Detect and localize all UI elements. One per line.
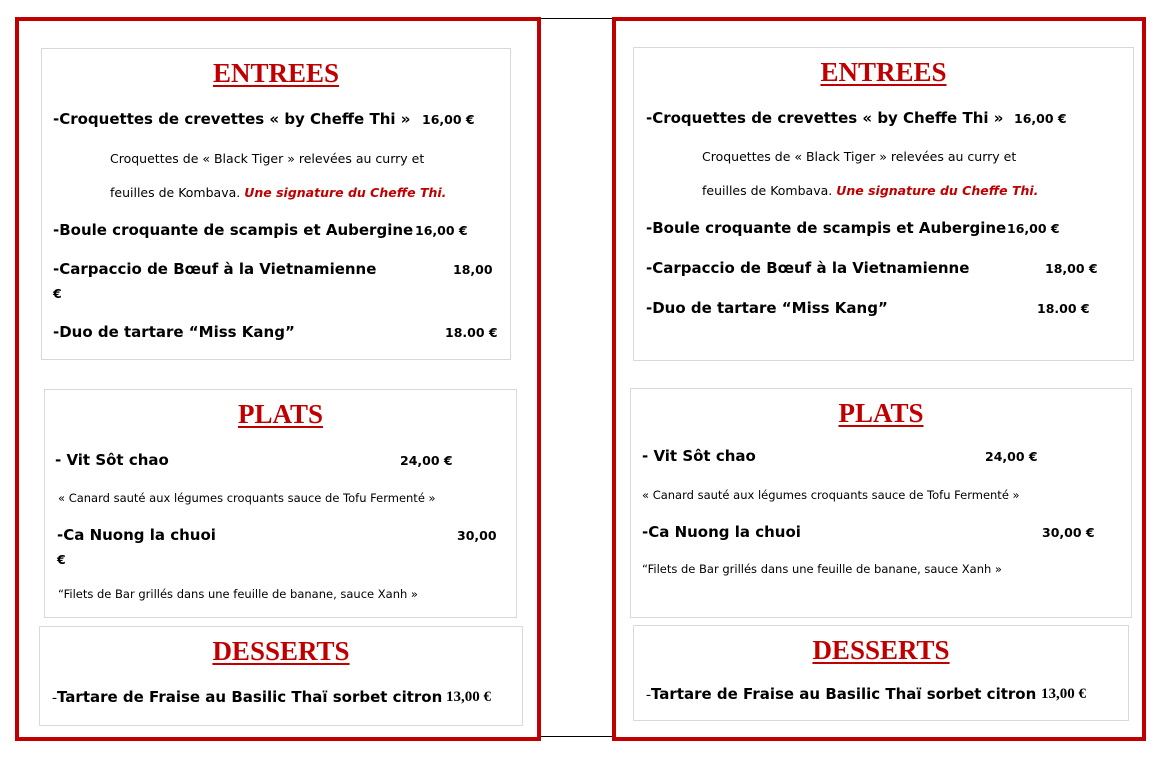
- menu-item-name: -Carpaccio de Bœuf à la Vietnamienne: [646, 259, 970, 277]
- menu-item-name: -Duo de tartare “Miss Kang”: [646, 299, 888, 317]
- menu-item-price: 30,00 €: [1042, 525, 1095, 540]
- desserts-heading: DESSERTS: [212, 636, 350, 666]
- menu-item-name: [52, 688, 442, 707]
- menu-item-price: 24,00 €: [985, 449, 1038, 464]
- menu-item-name: -Croquettes de crevettes « by Cheffe Thi »: [646, 109, 1004, 127]
- plats-section: [44, 389, 517, 618]
- menu-item-name: -Duo de tartare “Miss Kang”: [53, 323, 295, 341]
- item-dash: -: [646, 687, 651, 703]
- item-text: Tartare de Fraise au Basilic Thaï sorbet citron: [57, 688, 443, 706]
- menu-item-description: « Canard sauté aux légumes croquants sauce de Tofu Fermenté »: [58, 491, 436, 505]
- menu-item-description: Croquettes de « Black Tiger » relevées au curry et: [110, 151, 425, 166]
- entrees-heading: ENTREES: [820, 57, 947, 87]
- menu-item-price: 18.00 €: [1037, 301, 1090, 316]
- menu-item-price: 16,00 €: [1007, 221, 1060, 236]
- description-text: feuilles de Kombava.: [110, 185, 241, 200]
- menu-item-price: 30,00: [457, 528, 497, 543]
- desserts-heading: DESSERTS: [812, 635, 950, 665]
- plats-heading: PLATS: [237, 399, 324, 429]
- menu-item-description: “Filets de Bar grillés dans une feuille de banane, sauce Xanh »: [58, 587, 418, 601]
- menu-item-price-continuation: €: [57, 552, 66, 567]
- entrees-section: [633, 47, 1134, 361]
- menu-item-price: 16,00 €: [1014, 111, 1067, 126]
- menu-item-description: Croquettes de « Black Tiger » relevées au curry et: [702, 149, 1017, 164]
- menu-item-description: [702, 183, 1038, 198]
- menu-item-price-continuation: €: [53, 286, 62, 301]
- menu-item-name: - Vit Sôt chao: [55, 451, 169, 469]
- menu-item-description: [110, 185, 446, 200]
- desserts-section: [39, 626, 523, 726]
- menu-item-price: 18,00 €: [1045, 261, 1098, 276]
- menu-item-name: -Boule croquante de scampis et Aubergine: [53, 221, 414, 239]
- menu-item-name: -Boule croquante de scampis et Aubergine: [646, 219, 1007, 237]
- plats-heading: PLATS: [838, 398, 924, 428]
- menu-item-name: - Vit Sôt chao: [642, 447, 756, 465]
- menu-item-name: [646, 685, 1036, 704]
- page-connector-bottom: [539, 736, 613, 737]
- menu-item-name: -Carpaccio de Bœuf à la Vietnamienne: [53, 260, 377, 278]
- menu-item-name: -Ca Nuong la chuoi: [57, 526, 216, 544]
- description-text: feuilles de Kombava.: [702, 183, 833, 198]
- menu-item-price: 24,00 €: [400, 453, 453, 468]
- plats-section: [630, 388, 1132, 618]
- item-dash: -: [52, 690, 57, 706]
- signature-note: Une signature du Cheffe Thi.: [244, 185, 447, 200]
- page-connector-top: [539, 18, 613, 19]
- menu-item-description: « Canard sauté aux légumes croquants sauce de Tofu Fermenté »: [642, 488, 1020, 502]
- menu-item-price: 18,00: [453, 262, 493, 277]
- menu-item-description: “Filets de Bar grillés dans une feuille de banane, sauce Xanh »: [642, 562, 1002, 576]
- item-text: Tartare de Fraise au Basilic Thaï sorbet citron: [651, 685, 1037, 703]
- menu-item-price: 16,00 €: [415, 223, 468, 238]
- menu-item-price: 16,00 €: [422, 112, 475, 127]
- desserts-section: [633, 625, 1129, 721]
- menu-page-right: [612, 17, 1146, 741]
- menu-item-name: -Ca Nuong la chuoi: [642, 523, 801, 541]
- entrees-section: [41, 48, 511, 360]
- menu-item-name: -Croquettes de crevettes « by Cheffe Thi »: [53, 110, 411, 128]
- menu-item-price: 13,00 €: [1041, 686, 1086, 702]
- menu-page-left: [15, 17, 541, 741]
- signature-note: Une signature du Cheffe Thi.: [836, 183, 1039, 198]
- menu-item-price: 13,00 €: [446, 689, 491, 705]
- menu-item-price: 18.00 €: [445, 325, 498, 340]
- entrees-heading: ENTREES: [212, 58, 340, 88]
